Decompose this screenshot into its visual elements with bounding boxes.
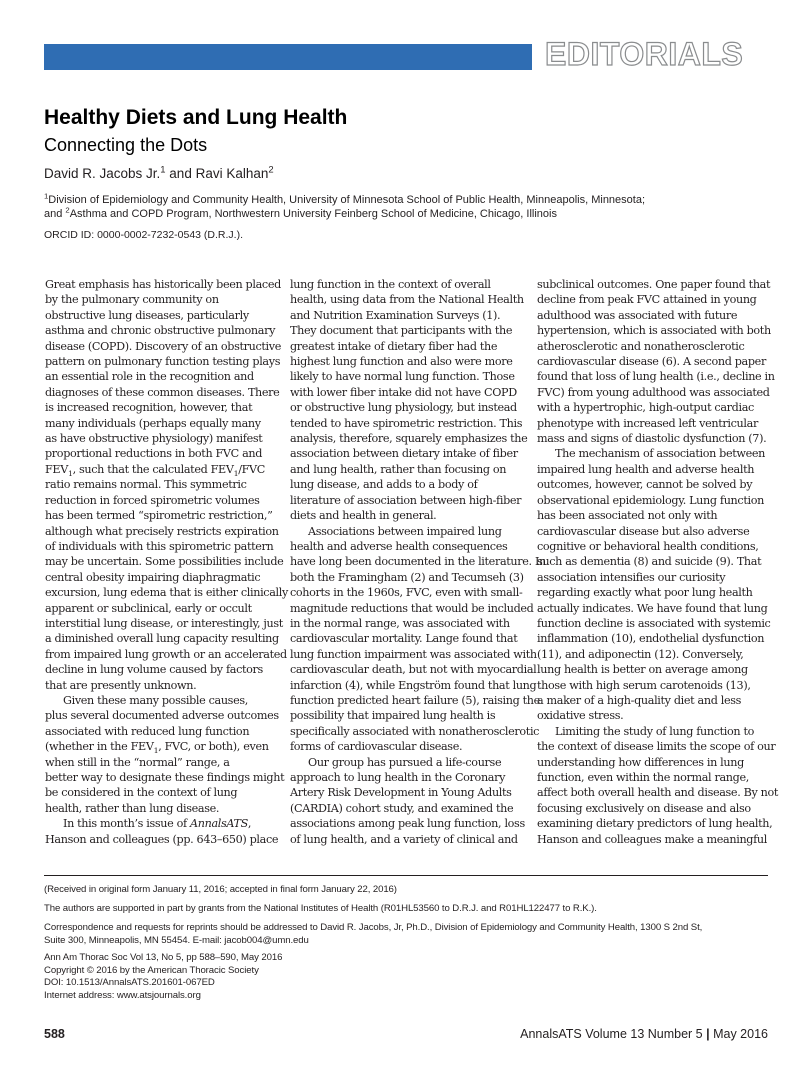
issue-date: May 2016: [713, 1027, 768, 1041]
text-line: diagnoses of these common diseases. There: [45, 385, 280, 399]
affiliation-text: Division of Epidemiology and Community Health, University of Minnesota School of Public Health, Minneapolis, Minnesota;: [48, 194, 646, 206]
text-line: when still in the “normal” range, a: [45, 755, 230, 769]
text-line: have long been documented in the literature. In: [290, 555, 546, 569]
text-line: obstructive lung diseases, particularly: [45, 308, 249, 322]
orcid-id: ORCID ID: 0000-0002-7232-0543 (D.R.J.).: [44, 229, 244, 241]
text-line: an essential role in the recognition and: [45, 370, 254, 384]
text-line: lung function in the context of overall: [290, 278, 491, 291]
text-line: such as dementia (8) and suicide (9). That: [537, 555, 762, 569]
subscript: 1: [233, 469, 239, 479]
text-fragment: , such that the calculated FEV: [72, 462, 234, 476]
text-line: Hanson and colleagues make a meaningful: [537, 832, 767, 846]
text-line: examining dietary predictors of lung health,: [537, 817, 773, 831]
text-line: central obesity impairing diaphragmatic: [45, 570, 261, 584]
text-fragment: /FVC: [238, 462, 265, 476]
text-line: [45, 739, 279, 754]
text-line: has been termed “spirometric restriction,”: [45, 509, 273, 523]
text-line: focusing exclusively on disease and also: [537, 801, 751, 815]
text-line: function, even within the normal range,: [537, 771, 749, 784]
subscript: 1: [67, 469, 73, 479]
text-line: Our group has pursued a life-course: [308, 755, 502, 769]
body-column-3: [537, 277, 779, 847]
text-line: function decline is associated with systemic: [537, 616, 771, 630]
affiliation-marker: 2: [65, 205, 70, 215]
subscript: 1: [153, 746, 159, 756]
text-line: with lower fiber intake did not have COPD: [290, 385, 517, 399]
funding-note: The authors are supported in part by grants from the National Institutes of Health (R01HL53560 to D.R.J. and R01HL122477 to R.K.).: [44, 903, 597, 914]
text-line: reduction in forced spirometric volumes: [45, 493, 260, 507]
text-line: has been associated not only with: [537, 509, 718, 523]
text-line: understanding how differences in lung: [537, 755, 744, 769]
text-line: diets and health in general.: [290, 509, 437, 523]
text-fragment: ,: [247, 817, 252, 831]
text-line: of individuals with this spirometric pattern: [45, 539, 274, 553]
text-line: affect both overall health and disease. By not: [537, 786, 779, 800]
received-dates: (Received in original form January 11, 2016; accepted in final form January 22, 2016): [44, 884, 397, 895]
header-color-bar: [44, 44, 532, 70]
affiliation-marker: 1: [44, 191, 49, 201]
text-line: although what precisely restricts expiration: [45, 524, 279, 538]
text-line: approach to lung health in the Coronary: [290, 771, 506, 784]
text-line: interstitial lung disease, or interestingly, just: [45, 616, 283, 630]
text-line: the context of disease limits the scope of our: [537, 740, 776, 754]
text-line: as have obstructive physiology) manifest: [45, 432, 263, 446]
text-line: literature of association between high-fiber: [290, 493, 522, 507]
text-line: asthma and chronic obstructive pulmonary: [45, 324, 276, 338]
author-conjunction: and: [165, 166, 196, 181]
text-line: tended to have spirometric restriction. This: [290, 416, 523, 430]
text-line: likely to have normal lung function. Those: [290, 370, 515, 384]
text-line: be considered in the context of lung: [45, 786, 238, 800]
text-line: decline from peak FVC attained in young: [537, 293, 757, 307]
text-line: those with high serum carotenoids (13),: [537, 678, 751, 692]
text-line: FVC) from young adulthood was associated: [537, 385, 770, 399]
text-line: from impaired lung growth or an accelerated: [45, 647, 287, 661]
text-line: cardiovascular disease but also adverse: [537, 524, 750, 538]
text-line: excursion, lung edema that is either clinically: [45, 586, 288, 600]
text-line: specifically associated with nonatherosclerotic: [290, 724, 540, 738]
text-line: Given these many possible causes,: [63, 693, 248, 707]
footnote-divider: [44, 875, 768, 876]
text-line: Hanson and colleagues (pp. 643–650) place: [45, 832, 279, 846]
text-line: apparent or subclinical, early or occult: [45, 601, 252, 615]
text-line: better way to designate these findings might: [45, 771, 285, 784]
text-line: adulthood was associated with future: [537, 308, 738, 322]
text-line: Artery Risk Development in Young Adults: [290, 786, 512, 800]
text-fragment: , FVC, or both), even: [158, 740, 269, 754]
text-line: hypertension, which is associated with both: [537, 324, 771, 338]
text-line: association between dietary intake of fiber: [290, 447, 518, 461]
text-line: a diminished overall lung capacity resulting: [45, 632, 279, 646]
page-number: 588: [44, 1027, 65, 1041]
text-line: health, using data from the National Health: [290, 293, 524, 307]
section-label: EDITORIALS: [545, 36, 744, 72]
journal-issue: AnnalsATS Volume 13 Number 5: [520, 1027, 703, 1041]
author-name: Ravi Kalhan: [195, 166, 269, 181]
text-line: Great emphasis has historically been placed: [45, 278, 281, 291]
author-name: David R. Jacobs Jr.: [44, 166, 161, 181]
text-line: a maker of a high-quality diet and less: [537, 693, 741, 707]
text-line: phenotype with increased left ventricular: [537, 416, 758, 430]
text-line: ratio remains normal. This symmetric: [45, 478, 247, 492]
correspondence-line: Correspondence and requests for reprints should be addressed to David R. Jacobs, Jr, Ph.D., Division of Epidemiology and Community Health, 1300 S 2nd St,: [44, 922, 703, 933]
text-line: highest lung function and also were more: [290, 355, 513, 369]
text-line: in the normal range, was associated with: [290, 616, 510, 630]
text-line: lung disease, and adds to a body of: [290, 478, 478, 492]
text-line: many individuals (perhaps equally many: [45, 416, 261, 430]
text-line: (CARDIA) cohort study, and examined the: [290, 801, 514, 815]
body-column-1: [45, 277, 288, 847]
text-line: [45, 462, 279, 477]
text-line: health, rather than lung disease.: [45, 801, 220, 815]
journal-name-italic: AnnalsATS: [190, 817, 248, 831]
text-line: association intensifies our curiosity: [537, 570, 726, 584]
text-line: plus several documented adverse outcomes: [45, 709, 279, 723]
text-line: health and adverse health consequences: [290, 539, 508, 553]
text-line: may be uncertain. Some possibilities include: [45, 555, 284, 569]
text-line: outcomes, however, cannot be solved by: [537, 478, 753, 492]
affiliation-text: Asthma and COPD Program, Northwestern University Feinberg School of Medicine, Chicago, Illinois: [69, 208, 557, 220]
text-line: decline in lung volume caused by factors: [45, 663, 263, 677]
text-line: pattern on pulmonary function testing plays: [45, 355, 281, 369]
text-line: impaired lung health and adverse health: [537, 462, 755, 476]
text-line: oxidative stress.: [537, 709, 624, 723]
article-title: Healthy Diets and Lung Health: [44, 106, 348, 129]
text-line: cardiovascular disease (6). A second paper: [537, 355, 766, 369]
text-line: cardiovascular mortality. Lange found that: [290, 632, 518, 646]
author-list: [44, 166, 274, 181]
text-line: associated with reduced lung function: [45, 724, 250, 738]
text-line: with a hypertrophic, high-output cardiac: [537, 401, 754, 415]
text-line: proportional reductions in both FVC and: [45, 447, 263, 461]
text-line: analysis, therefore, squarely emphasizes the: [290, 432, 528, 446]
text-line: cohorts in the 1960s, FVC, even with small-: [290, 586, 523, 600]
text-line: lung function impairment was associated with: [290, 647, 537, 661]
text-line: by the pulmonary community on: [45, 293, 219, 307]
text-line: magnitude reductions that would be included: [290, 601, 534, 615]
affiliation-marker: 2: [268, 164, 274, 176]
text-line: [45, 816, 279, 831]
text-line: The mechanism of association between: [555, 447, 766, 461]
text-line: of lung health, and a variety of clinical and: [290, 832, 518, 846]
text-line: possibility that impaired lung health is: [290, 709, 496, 723]
text-line: inflammation (10), endothelial dysfunction: [537, 632, 765, 646]
text-line: both the Framingham (2) and Tecumseh (3): [290, 570, 524, 584]
text-line: observational epidemiology. Lung function: [537, 493, 764, 507]
text-line: that are presently unknown.: [45, 678, 197, 692]
text-line: and Nutrition Examination Surveys (1).: [290, 308, 501, 322]
text-line: is increased recognition, however, that: [45, 401, 253, 415]
text-fragment: (whether in the FEV: [45, 740, 154, 754]
text-line: infarction (4), while Engström found that lung: [290, 678, 537, 692]
text-line: forms of cardiovascular disease.: [290, 740, 463, 754]
correspondence-line: Suite 300, Minneapolis, MN 55454. E-mail: jacob004@umn.edu: [44, 934, 309, 946]
affiliation-text: and: [44, 208, 66, 220]
correspondence-note: [44, 922, 774, 947]
text-line: Associations between impaired lung: [308, 524, 502, 538]
text-line: associations among peak lung function, loss: [290, 817, 525, 831]
text-line: greatest intake of dietary fiber had the: [290, 339, 498, 353]
text-line: cognitive or behavioral health conditions,: [537, 539, 759, 553]
affiliations: [44, 193, 768, 221]
text-line: They document that participants with the: [290, 324, 513, 338]
text-line: function predicted heart failure (5), raising the: [290, 693, 540, 707]
text-line: and lung health, rather than focusing on: [290, 462, 507, 476]
text-line: regarding exactly what poor lung health: [537, 586, 753, 600]
text-line: subclinical outcomes. One paper found that: [537, 278, 771, 291]
text-line: cardiovascular death, but not with myocardial: [290, 663, 537, 677]
text-fragment: FEV: [45, 462, 68, 476]
text-line: atherosclerotic and nonatherosclerotic: [537, 339, 745, 353]
text-line: or obstructive lung physiology, but instead: [290, 401, 517, 415]
text-line: (11), and adiponectin (12). Conversely,: [537, 647, 744, 661]
citation-block: [44, 952, 774, 1002]
text-line: found that loss of lung health (i.e., decline in: [537, 370, 775, 384]
body-column-2: [290, 277, 546, 847]
text-line: disease (COPD). Discovery of an obstructive: [45, 339, 281, 353]
internet-address: Internet address: www.atsjournals.org: [44, 989, 201, 1001]
text-line: Limiting the study of lung function to: [555, 724, 755, 738]
journal-footer: AnnalsATS Volume 13 Number 5 | May 2016: [520, 1027, 768, 1041]
article-subtitle: Connecting the Dots: [44, 135, 208, 155]
text-line: mass and signs of diastolic dysfunction (7).: [537, 432, 767, 446]
text-fragment: In this month’s issue of: [63, 817, 190, 831]
copyright-line: Copyright © 2016 by the American Thoracic Society: [44, 964, 259, 976]
citation-line: Ann Am Thorac Soc Vol 13, No 5, pp 588–590, May 2016: [44, 952, 283, 963]
text-line: lung health is better on average among: [537, 663, 748, 677]
doi-line: DOI: 10.1513/AnnalsATS.201601-067ED: [44, 977, 215, 988]
affiliation-marker: 1: [160, 164, 166, 176]
text-line: actually indicates. We have found that lung: [537, 601, 768, 615]
